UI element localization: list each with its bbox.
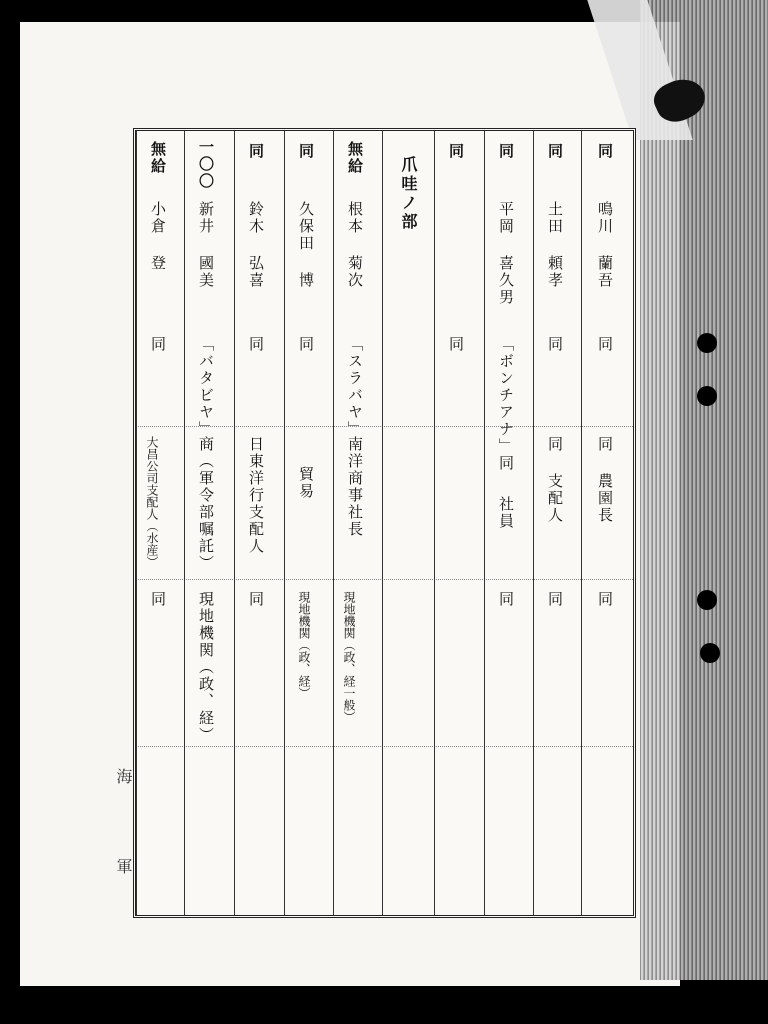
cell: 同 [497, 591, 515, 608]
table-column [533, 131, 582, 915]
cell: 同 [546, 336, 564, 353]
cell: 同 [247, 591, 265, 608]
cell: 鳴川 蘭吾 [596, 201, 614, 289]
cell: 現地機関（政、経） [297, 591, 311, 699]
table-column [581, 131, 634, 915]
margin-label: 軍 [114, 858, 133, 874]
punch-hole [697, 590, 717, 610]
table-column [333, 131, 383, 915]
cell: 久保田 博 [297, 201, 315, 289]
punch-hole [697, 386, 717, 406]
scanner-noise [640, 0, 768, 980]
cell: 同 [596, 336, 614, 353]
cell: 同 [247, 336, 265, 353]
cell: 無給 [346, 141, 364, 175]
cell: 日東洋行支配人 [247, 436, 265, 555]
cell: 鈴木 弘喜 [247, 201, 265, 289]
table-column [484, 131, 534, 915]
cell: 同 [247, 143, 265, 160]
roster-table [133, 128, 636, 918]
cell: 南洋商事社長 [346, 436, 364, 538]
cell: 同 [596, 143, 614, 160]
cell: 同 [297, 336, 315, 353]
cell: 平岡 喜久男 [497, 201, 515, 306]
table-column [382, 131, 435, 915]
cell: 同 [546, 591, 564, 608]
cell: 「バタビヤ」 [197, 336, 215, 438]
cell: 現地機関（政、経） [197, 591, 215, 744]
cell: 無給 [149, 141, 167, 175]
cell: 同 [297, 143, 315, 160]
cell: 商（軍令部嘱託） [197, 436, 215, 572]
cell: 同 [546, 143, 564, 160]
cell: 「ボンチアナ」同 [497, 336, 515, 472]
cell: 同 支配人 [546, 436, 564, 524]
cell: 貿易 [297, 466, 315, 500]
cell: 同 農園長 [596, 436, 614, 524]
cell: 新井 國美 [197, 201, 215, 289]
cell: 小倉 登 [149, 201, 167, 272]
table-column [234, 131, 285, 915]
cell: 同 [149, 591, 167, 608]
cell: 土田 頼孝 [546, 201, 564, 289]
punch-hole [697, 333, 717, 353]
table-column [284, 131, 334, 915]
cell: 大昌公司支配人（水産） [145, 436, 159, 568]
cell: 同 [149, 336, 167, 353]
cell: 根本 菊次 [346, 201, 364, 289]
cell: 同 [447, 143, 465, 160]
cell: 同 [497, 143, 515, 160]
section-title: 爪哇ノ部 [399, 156, 418, 232]
cell: 一〇〇 [197, 139, 215, 190]
cell: 現地機関（政、経一般） [342, 591, 356, 723]
cell: 「スラバヤ」 [346, 336, 364, 438]
cell: 社員 [497, 496, 515, 530]
margin-label: 海 [114, 768, 133, 784]
table-column [434, 131, 485, 915]
table-column [136, 131, 185, 915]
cell: 同 [596, 591, 614, 608]
punch-hole [700, 643, 720, 663]
table-column [184, 131, 235, 915]
cell: 同 [447, 336, 465, 353]
